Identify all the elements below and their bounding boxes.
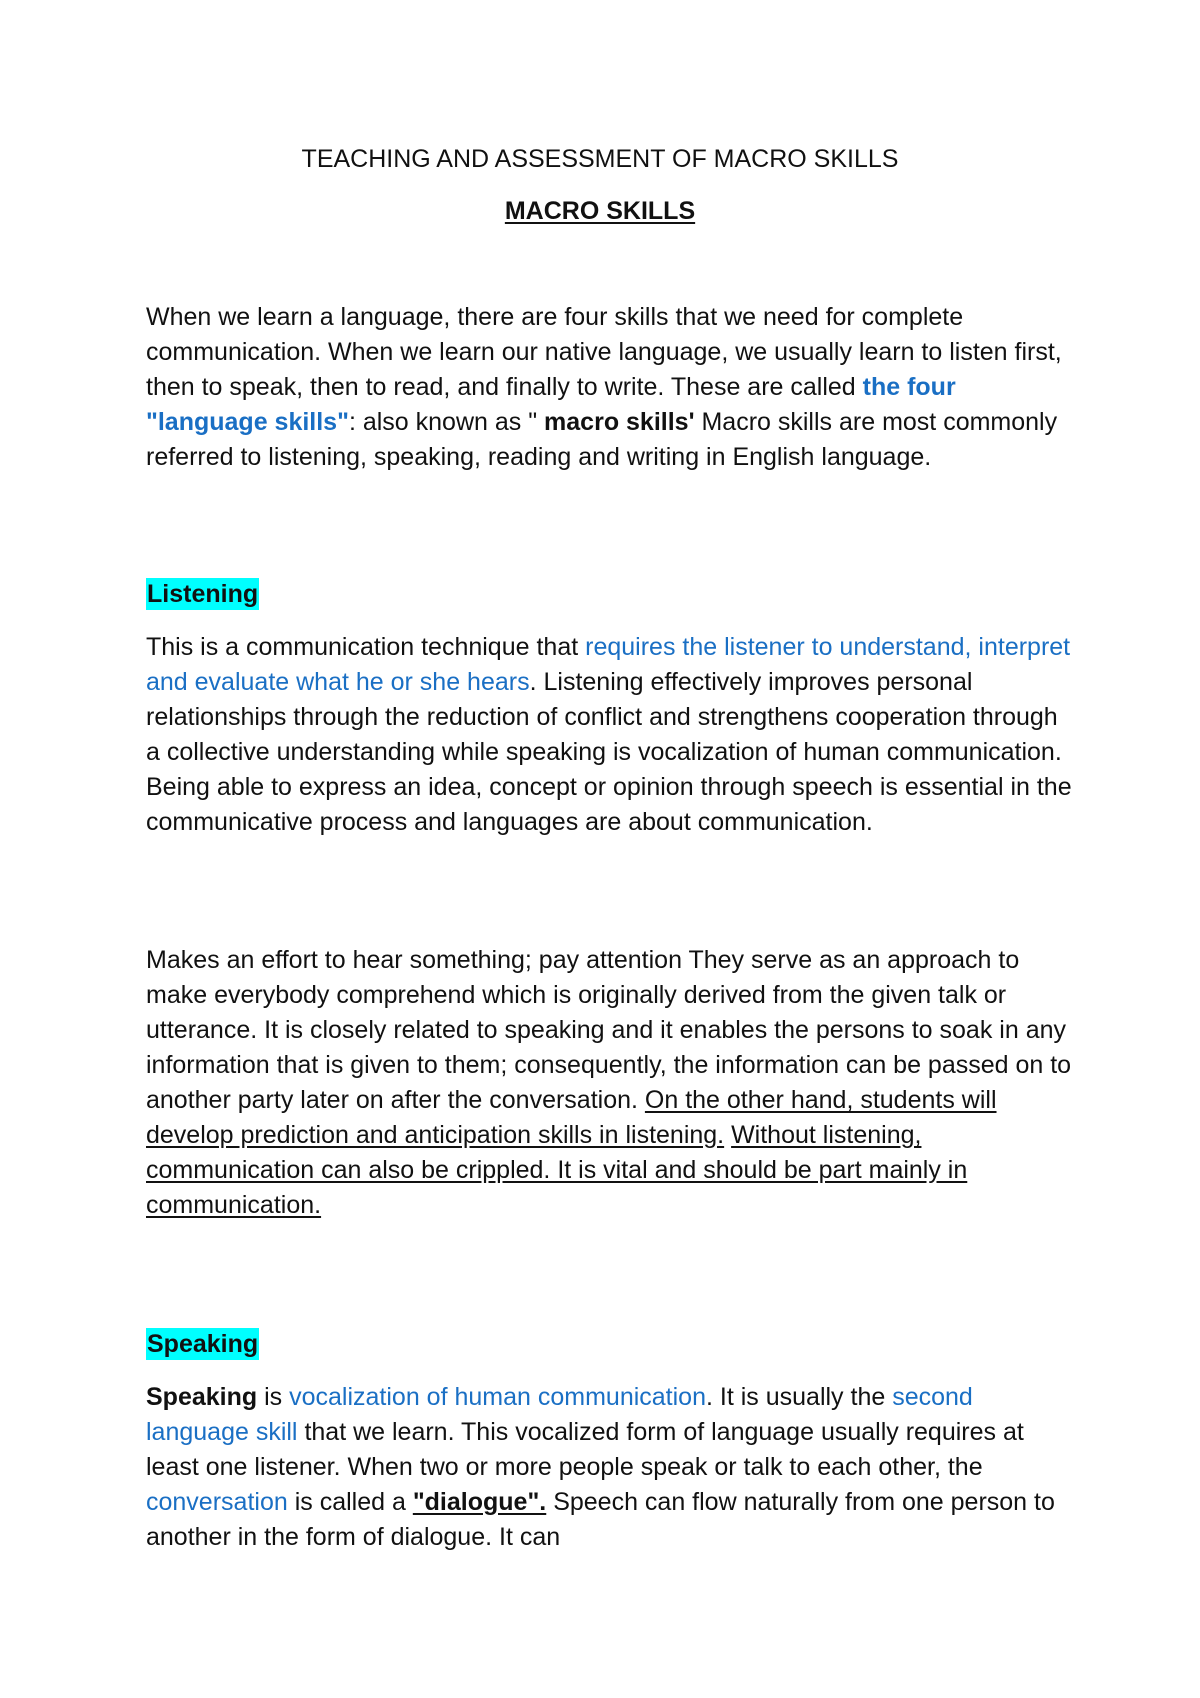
speaking-p1-text-6: that we learn. This vocalized form of language usually requires at least one listener. When two or more people speak or talk to each other, the — [146, 1418, 1024, 1481]
intro-text-3: : also known as " — [348, 408, 545, 436]
listening-p1-text-1: This is a communication technique that — [146, 633, 586, 661]
document-subtitle: MACRO SKILLS — [504, 197, 696, 225]
speaking-heading: Speaking — [147, 1330, 259, 1358]
speaking-p1-text-8: is called a — [287, 1488, 413, 1516]
listening-p1-text-3: . Listening effectively improves personal relationships through the reduction of conflict and strengthens cooperation through a collective understanding while speaking is vocalization of human communication. Being able to express an idea, concept or opinion through speech is essential in the communicative process and languages are about communication. — [146, 668, 1072, 836]
listening-p1-highlight: requires the listener to understand, interpret and evaluate what he or she hears — [146, 633, 1071, 696]
speaking-p1-dialogue: "dialogue". — [412, 1488, 547, 1516]
intro-macro-skills: macro skills' — [544, 408, 695, 436]
speaking-p1-highlight-second-skill: second language skill — [146, 1383, 973, 1446]
listening-p2-underlined-1: On the other hand, students will develop prediction and anticipation skills in listening. — [146, 1086, 997, 1149]
intro-text-5: Macro skills are most commonly referred to listening, speaking, reading and writing in English language. — [146, 408, 1058, 471]
intro-text-1: When we learn a language, there are four skills that we need for complete communication. When we learn our native language, we usually learn to listen first, then to speak, then to read, and finally to write. These are called — [146, 303, 1062, 401]
speaking-p1-text-2: is — [257, 1383, 290, 1411]
listening-heading: Listening — [147, 580, 259, 608]
speaking-p1-term: Speaking — [146, 1383, 258, 1411]
listening-p2-underlined-2: Without listening, communication can also be crippled. It is vital and should be part mainly in communication. — [146, 1121, 968, 1219]
intro-paragraph — [146, 300, 1076, 475]
intro-highlight-four-skills: the four "language skills" — [146, 373, 956, 436]
speaking-p1-text-10: Speech can flow naturally from one person to another in the form of dialogue. It can — [146, 1488, 1055, 1551]
listening-paragraph-2 — [146, 943, 1076, 1223]
speaking-p1-text-4: . It is usually the — [706, 1383, 893, 1411]
speaking-paragraph-1 — [146, 1380, 1076, 1555]
listening-paragraph-1 — [146, 630, 1076, 840]
document-title: TEACHING AND ASSESSMENT OF MACRO SKILLS — [301, 145, 899, 173]
listening-p2-text-1: Makes an effort to hear something; pay attention They serve as an approach to make everybody comprehend which is originally derived from the given talk or utterance. It is closely related to speaking and it enables the persons to soak in any information that is given to them; consequently, the information can be passed on to another party later on after the conversation. — [146, 946, 1072, 1114]
speaking-p1-highlight-conversation: conversation — [146, 1488, 288, 1516]
speaking-p1-highlight-vocalization: vocalization of human communication — [289, 1383, 706, 1411]
